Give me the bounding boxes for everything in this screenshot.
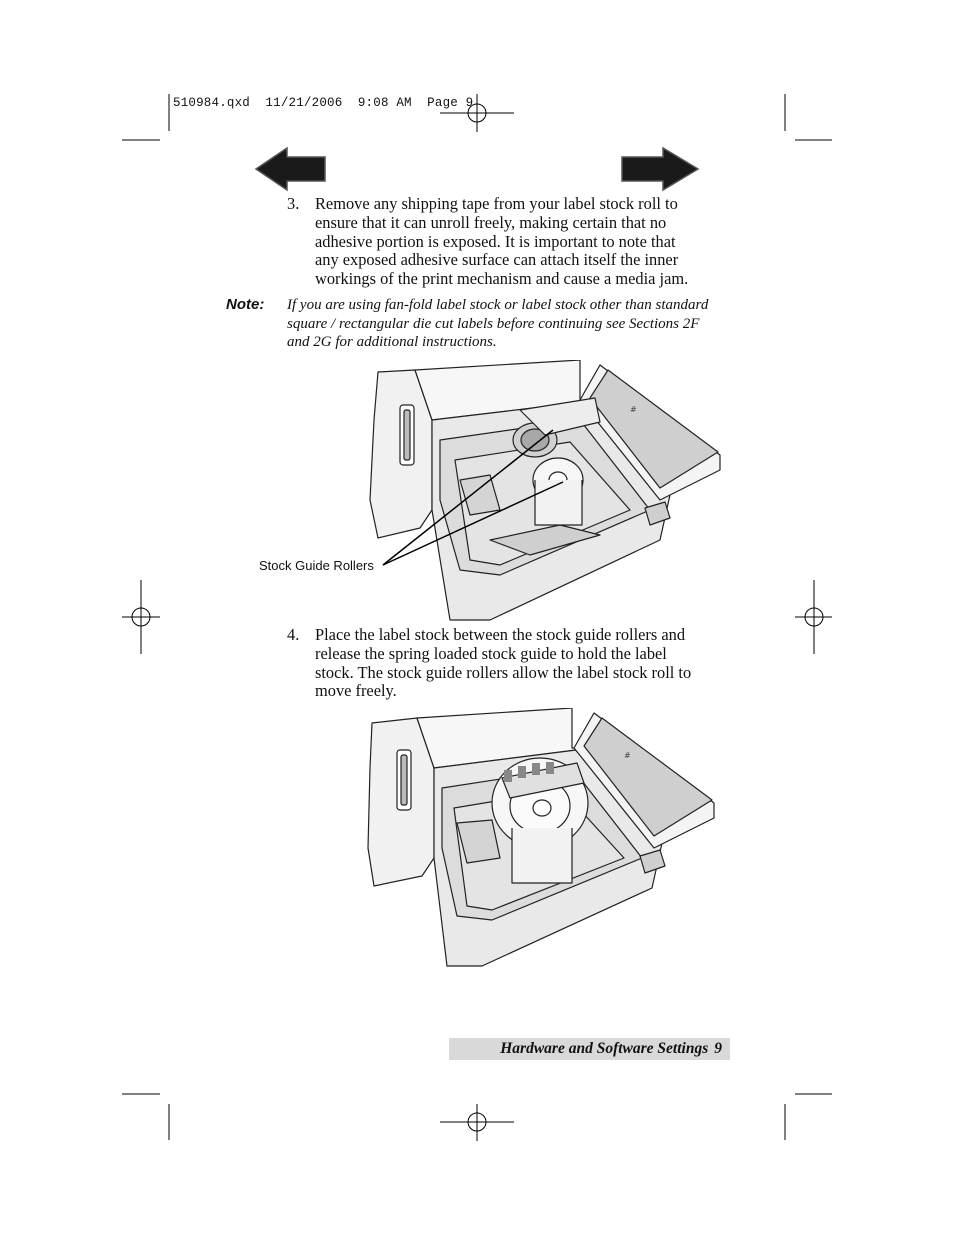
- step-text: [315, 626, 691, 701]
- step-line: workings of the print mechanism and cause a media jam.: [315, 269, 689, 289]
- step-4: [287, 626, 757, 704]
- step-line: ensure that it can unroll freely, making certain that no: [315, 212, 667, 232]
- svg-text:#: #: [624, 751, 631, 760]
- step-number: 3.: [287, 194, 300, 213]
- step-line: Place the label stock between the stock guide rollers and: [315, 625, 686, 644]
- registration-mark-right: [795, 580, 832, 654]
- step-line: adhesive portion is exposed. It is important to note that: [315, 231, 676, 251]
- printer-illustration-loaded: [362, 708, 716, 970]
- page-number: 9: [714, 1040, 722, 1057]
- registration-mark-top: [440, 94, 514, 132]
- note-line: If you are using fan-fold label stock or label stock other than standard: [287, 297, 709, 313]
- step-line: any exposed adhesive surface can attach itself the inner: [315, 250, 679, 270]
- callout-leader-lines: [378, 420, 578, 570]
- step-line: Remove any shipping tape from your label stock roll to: [315, 194, 678, 213]
- note-line: square / rectangular die cut labels before continuing see Sections 2F: [287, 315, 700, 332]
- note-text: [287, 296, 737, 352]
- step-line: move freely.: [315, 681, 397, 701]
- note-label: Note:: [226, 296, 265, 313]
- step-line: release the spring loaded stock guide to hold the label: [315, 643, 667, 663]
- slug-file: 510984.qxd: [173, 96, 251, 110]
- step-3: [287, 195, 757, 291]
- callout-stock-guide-rollers: Stock Guide Rollers: [259, 558, 374, 573]
- slug-date: 11/21/2006: [265, 96, 343, 110]
- step-text: [315, 195, 688, 289]
- page-footer: [449, 1038, 730, 1060]
- step-number: 4.: [287, 625, 300, 644]
- registration-mark-left: [122, 580, 160, 654]
- svg-text:#: #: [630, 405, 637, 414]
- arrow-right-icon[interactable]: [620, 146, 700, 192]
- step-line: stock. The stock guide rollers allow the label stock roll to: [315, 662, 692, 682]
- arrow-left-icon[interactable]: [254, 146, 328, 192]
- slug-page: Page 9: [427, 96, 474, 110]
- registration-mark-bottom: [440, 1104, 514, 1141]
- footer-title: Hardware and Software Settings: [500, 1040, 709, 1057]
- slug-time: 9:08 AM: [357, 96, 412, 110]
- note-line: and 2G for additional instructions.: [287, 334, 497, 350]
